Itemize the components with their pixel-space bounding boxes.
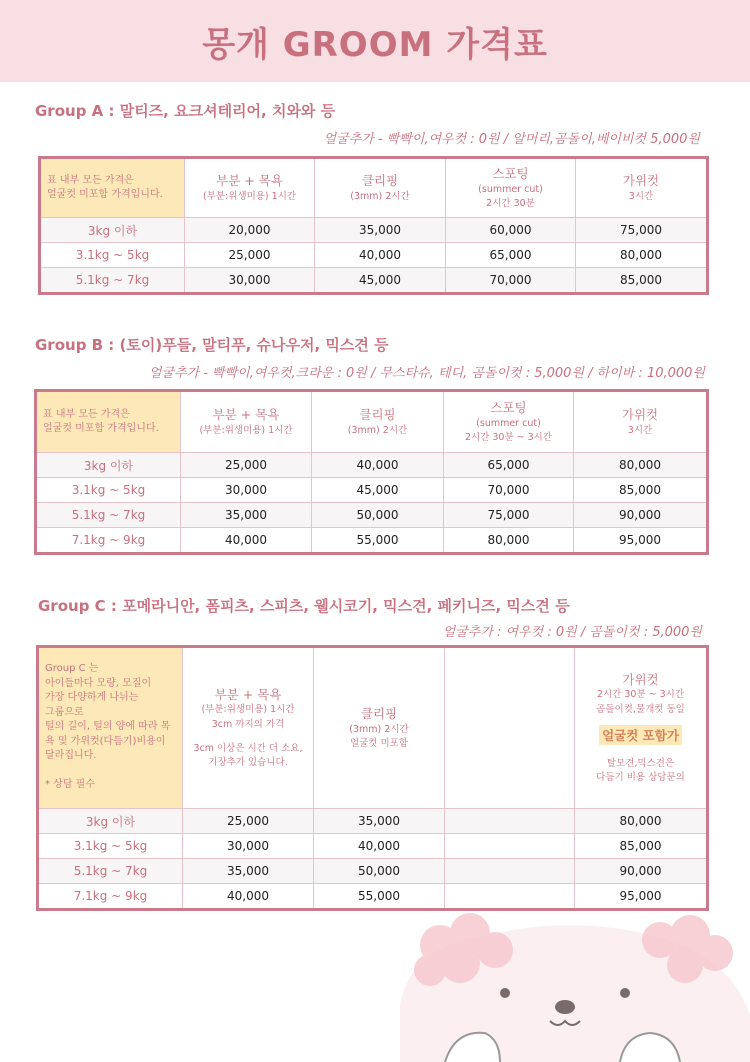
header-scissor-cut: 가위컷 3시간 — [574, 391, 708, 453]
table-row: 3kg 이하 20,000 35,000 60,000 75,000 — [40, 218, 708, 243]
group-a-face-note: 얼굴추가 - 빡빡이,여우컷 : 0원 / 알머리,곰돌이,베이비컷 5,000원 — [323, 132, 700, 147]
header-bath: 부분 + 목욕 (부분:위생미용) 1시간 — [185, 158, 315, 218]
header-clipping: 클리핑 (3mm) 2시간 — [312, 391, 444, 453]
dog-mascot-illustration — [400, 905, 750, 1062]
header-scissor-cut: 가위컷 2시간 30분 ~ 3시간 곰돌이컷,물개컷 동일 얼굴컷 포함가 탈모견,믹스견은 다듬기 비용 상담문의 — [575, 647, 708, 809]
header-empty — [445, 647, 575, 809]
table-row: 5.1kg ~ 7kg 30,000 45,000 70,000 85,000 — [40, 268, 708, 294]
header-clipping: 클리핑 (3mm) 2시간 — [315, 158, 446, 218]
table-row: 7.1kg ~ 9kg 40,000 55,000 80,000 95,000 — [36, 528, 708, 554]
table-row: 3.1kg ~ 5kg 25,000 40,000 65,000 80,000 — [40, 243, 708, 268]
group-b-title: Group B : (토이)푸들, 말티푸, 슈나우저, 믹스견 등 — [35, 336, 389, 354]
page-title: 몽개 GROOM 가격표 — [202, 24, 548, 65]
table-row: 3kg 이하 25,000 40,000 65,000 80,000 — [36, 453, 708, 478]
table-row: 7.1kg ~ 9kg 40,000 55,000 95,000 — [38, 884, 708, 910]
table-note-cell: Group C 는 아이들마다 모량, 모질이 가장 다양하게 나뉘는 그룹으로 털의 길이, 털의 양에 따라 목 욕 및 가위컷(다듬기)비용이 달라집니다. * 상담 필수 — [38, 647, 183, 809]
table-row: 3kg 이하 25,000 35,000 80,000 — [38, 809, 708, 834]
table-row: 5.1kg ~ 7kg 35,000 50,000 90,000 — [38, 859, 708, 884]
header-clipping: 클리핑 (3mm) 2시간 얼굴컷 미포함 — [314, 647, 445, 809]
table-note-cell: 표 내부 모든 가격은 얼굴컷 미포함 가격입니다. — [40, 158, 185, 218]
table-row: 3.1kg ~ 5kg 30,000 40,000 85,000 — [38, 834, 708, 859]
group-b-price-table — [34, 389, 709, 555]
header-bath: 부분 + 목욕 (부분:위생미용) 1시간 — [181, 391, 312, 453]
group-b-face-note: 얼굴추가 - 빡빡이,여우컷,크라운 : 0원 / 무스타슈, 테디, 곰돌이컷 : 5,000원 / 하이바 : 10,000원 — [148, 366, 705, 381]
table-row: 3.1kg ~ 5kg 30,000 45,000 70,000 85,000 — [36, 478, 708, 503]
header-sporting: 스포팅 (summer cut) 2시간 30분 — [446, 158, 576, 218]
header-scissor-cut: 가위컷 3시간 — [576, 158, 708, 218]
table-row: 5.1kg ~ 7kg 35,000 50,000 75,000 90,000 — [36, 503, 708, 528]
group-c-face-note: 얼굴추가 : 여우컷 : 0원 / 곰돌이컷 : 5,000원 — [442, 625, 702, 640]
group-a-title: Group A : 말티즈, 요크셔테리어, 치와와 등 — [35, 102, 336, 120]
header-bath: 부분 + 목욕 (부분:위생미용) 1시간 3cm 까지의 가격 3cm 이상은 시간 더 소요, 기장추가 있습니다. — [183, 647, 314, 809]
group-c-title: Group C : 포메라니안, 폼피츠, 스피츠, 웰시코기, 믹스견, 페키니즈, 믹스견 등 — [38, 597, 570, 615]
page-header — [0, 0, 750, 82]
header-sporting: 스포팅 (summer cut) 2시간 30분 ~ 3시간 — [444, 391, 574, 453]
group-a-price-table — [38, 156, 709, 295]
face-cut-included-badge: 얼굴컷 포함가 — [599, 725, 682, 745]
group-c-price-table — [36, 645, 709, 911]
table-note-cell: 표 내부 모든 가격은 얼굴컷 미포함 가격입니다. — [36, 391, 181, 453]
